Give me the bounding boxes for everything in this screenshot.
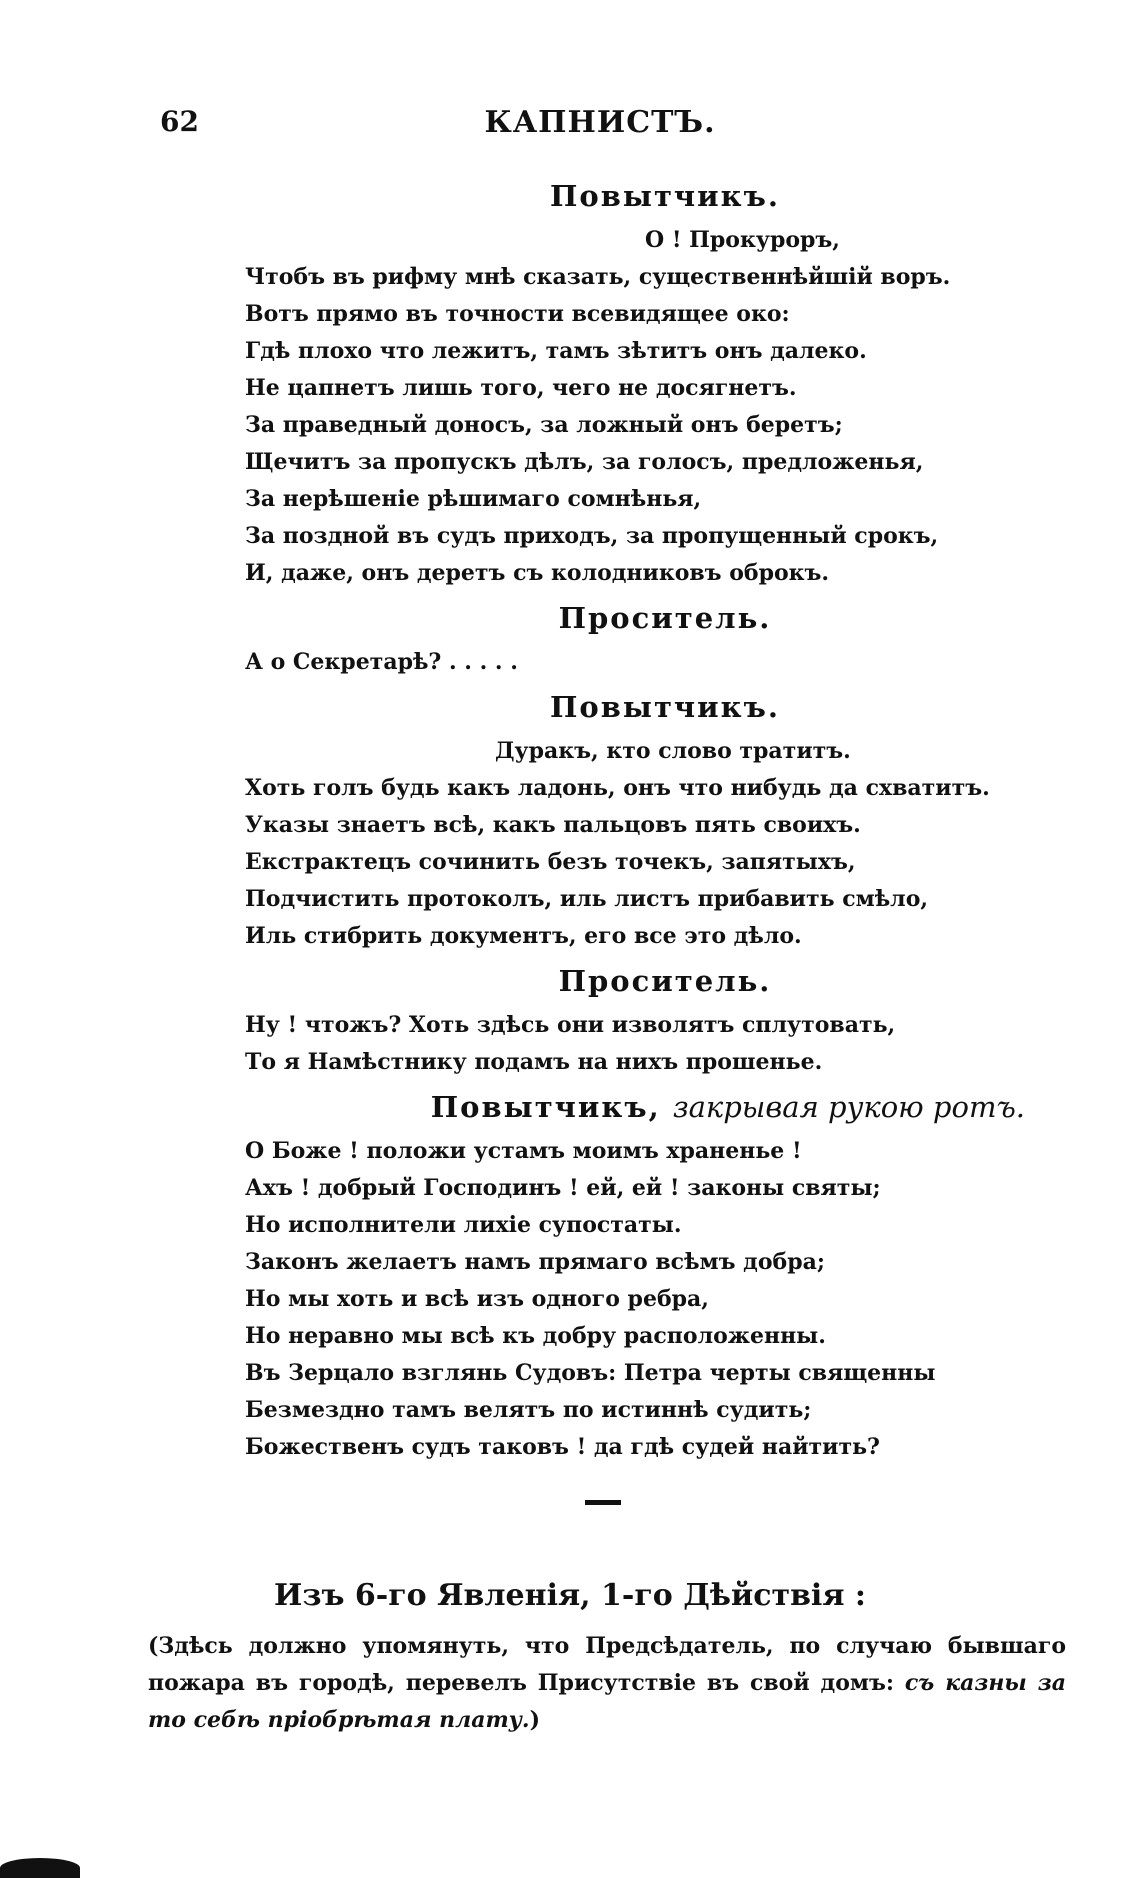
verse-line: А о Секретарѣ? . . . . . <box>245 649 518 675</box>
verse-line: Но исполнители лихiе супостаты. <box>245 1212 682 1238</box>
verse-line: Вотъ прямо въ точности всевидящее око: <box>245 301 790 327</box>
stage-direction: закрывая рукою ротъ. <box>672 1090 1025 1124</box>
verse-line: Щечитъ за пропускъ дѣлъ, за голосъ, предложенья, <box>245 449 924 475</box>
verse-line: Въ Зерцало взглянь Судовъ: Петра черты священны <box>245 1360 936 1386</box>
verse-line: Но неравно мы всѣ къ добру расположенны. <box>245 1323 826 1349</box>
speaker-name: Проситель. <box>558 964 772 998</box>
speaker-heading <box>245 681 1085 733</box>
verse-line: Гдѣ плохо что лежитъ, тамъ зѣтитъ онъ далеко. <box>245 338 867 364</box>
speaker-name: Повытчикъ. <box>550 179 780 213</box>
verse-line: О Боже ! положи устамъ моимъ храненье ! <box>245 1138 802 1164</box>
verse-line: И, даже, онъ деретъ съ колодниковъ оброкъ. <box>245 560 830 586</box>
speaker-name: Повытчикъ. <box>550 690 780 724</box>
speaker-heading <box>245 592 1085 644</box>
verse-line: Не цапнетъ лишь того, чего не досягнетъ. <box>245 375 797 401</box>
ink-blot <box>0 1858 80 1878</box>
verse-line: Чтобъ въ рифму мнѣ сказать, существеннѣйшiй воръ. <box>245 264 951 290</box>
verse-line: Законъ желаетъ намъ прямаго всѣмъ добра; <box>245 1249 825 1275</box>
speaker-name: Проситель. <box>558 601 772 635</box>
note-italic-text: съ казны за то себѣ прiобрѣтая плату. <box>148 1670 1066 1733</box>
verse-line: За нерѣшенiе рѣшимаго сомнѣнья, <box>245 486 702 512</box>
editorial-note <box>148 1628 1066 1739</box>
verse-line: То я Намѣстнику подамъ на нихъ прошенье. <box>245 1049 823 1075</box>
note-plain-text: (Здѣсь должно упомянуть, что Предсѣдатель, по случаю бывшаго пожара въ городѣ, перевелъ Присутствiе въ свой домъ: <box>148 1633 1066 1696</box>
page-header <box>160 105 1040 145</box>
note-close-paren: ) <box>529 1707 540 1733</box>
section-divider <box>585 1500 621 1505</box>
page-number: 62 <box>160 105 199 138</box>
play-text <box>245 170 1085 1466</box>
verse-line: Подчистить протоколъ, иль листъ прибавить смѣло, <box>245 886 929 912</box>
verse-line: Екстрактецъ сочинить безъ точекъ, запятыхъ, <box>245 849 856 875</box>
section-heading: Изъ 6-го Явленія, 1-го Дѣйствія : <box>273 1578 867 1613</box>
verse-line: Хоть голъ будь какъ ладонь, онъ что нибудь да схватитъ. <box>245 775 990 801</box>
verse-line: За поздной въ судъ приходъ, за пропущенный срокъ, <box>245 523 939 549</box>
speaker-heading <box>245 170 1085 222</box>
speaker-heading <box>245 1081 1085 1133</box>
verse-line: Божественъ судъ таковъ ! да гдѣ судей найтить? <box>245 1434 880 1460</box>
verse-line: Указы знаетъ всѣ, какъ пальцовъ пять своихъ. <box>245 812 861 838</box>
verse-line: Ну ! чтожъ? Хоть здѣсь они изволятъ сплутовать, <box>245 1012 896 1038</box>
speaker-heading <box>245 955 1085 1007</box>
verse-line: О ! Прокуроръ, <box>645 227 840 253</box>
verse-line: Безмездно тамъ велятъ по истиннѣ судить; <box>245 1397 812 1423</box>
verse-line: Дуракъ, кто слово тратитъ. <box>495 738 851 764</box>
verse-line: За праведный доносъ, за ложный онъ беретъ; <box>245 412 843 438</box>
running-title: КАПНИСТЪ. <box>484 105 716 140</box>
verse-line: Иль стибрить документъ, его все это дѣло. <box>245 923 802 949</box>
verse-line: Ахъ ! добрый Господинъ ! ей, ей ! законы святы; <box>245 1175 881 1201</box>
verse-line: Но мы хоть и всѣ изъ одного ребра, <box>245 1286 709 1312</box>
speaker-name: Повытчикъ, <box>430 1090 661 1124</box>
